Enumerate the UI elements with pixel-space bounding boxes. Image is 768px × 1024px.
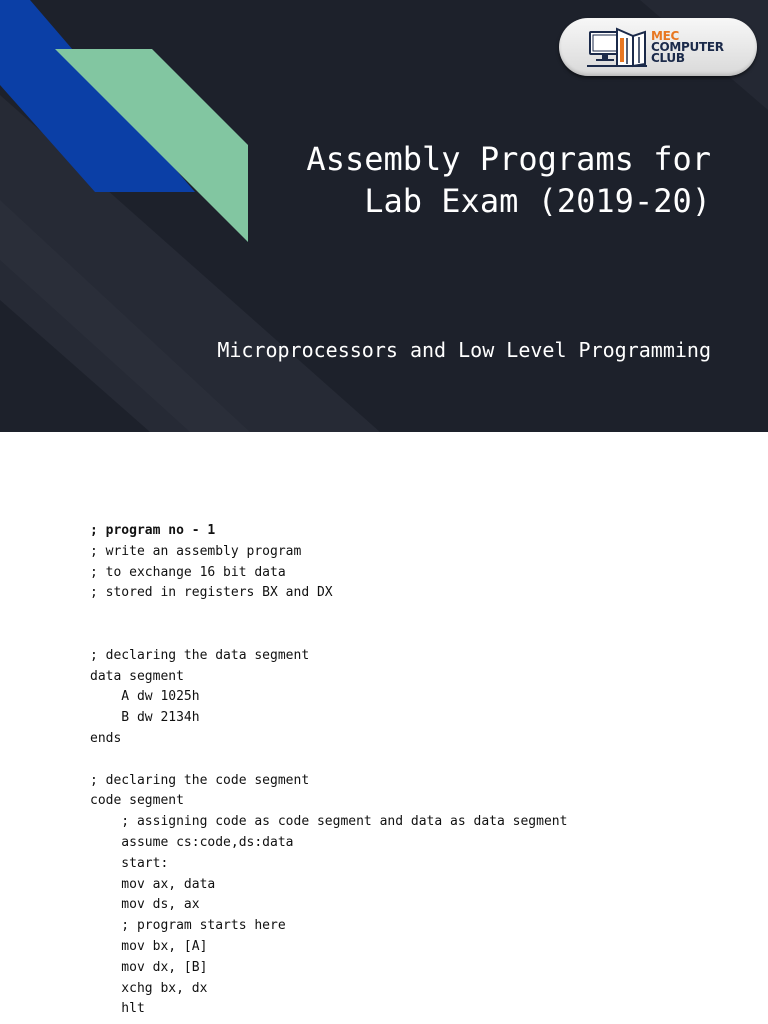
slide-subtitle: Microprocessors and Low Level Programming	[217, 338, 711, 362]
assembly-code-block	[90, 521, 567, 1020]
code-line: mov dx, [B]	[90, 959, 208, 975]
code-line: mov ax, data	[90, 876, 216, 892]
code-line: code segment	[90, 793, 184, 809]
code-line: mov ds, ax	[90, 897, 200, 913]
code-line: ends	[90, 730, 122, 746]
logo-text-club: CLUB	[651, 51, 685, 65]
code-line	[90, 604, 567, 625]
slide-title-line-2: Lab Exam (2019-20)	[364, 182, 711, 220]
code-line: A dw 1025h	[90, 689, 200, 705]
club-logo	[559, 18, 757, 76]
code-line: data segment	[90, 668, 184, 684]
code-line: ; assigning code as code segment and data as data segment	[90, 814, 568, 830]
computer-building-icon	[587, 26, 649, 68]
code-line: ; declaring the code segment	[90, 772, 310, 788]
code-line: start:	[90, 855, 169, 871]
code-line: B dw 2134h	[90, 710, 200, 726]
code-line: ; write an assembly program	[90, 543, 302, 559]
code-line: ; stored in registers BX and DX	[90, 585, 333, 601]
logo-text-mec: MEC	[651, 29, 680, 43]
logo-text-computer: COMPUTER	[651, 40, 724, 54]
code-line: ; declaring the data segment	[90, 647, 310, 663]
code-line: ; program no - 1	[90, 523, 216, 538]
code-line: hlt	[90, 1001, 145, 1017]
code-line	[90, 750, 567, 771]
slide-title	[191, 138, 711, 222]
title-slide	[0, 0, 768, 432]
code-line	[90, 625, 567, 646]
code-line: xchg bx, dx	[90, 980, 208, 996]
slide-title-line-1: Assembly Programs for	[306, 140, 711, 178]
club-logo-text	[651, 31, 724, 64]
code-line: assume cs:code,ds:data	[90, 834, 294, 850]
code-line: ; program starts here	[90, 918, 286, 934]
code-line: ; to exchange 16 bit data	[90, 564, 286, 580]
code-line: mov bx, [A]	[90, 938, 208, 954]
